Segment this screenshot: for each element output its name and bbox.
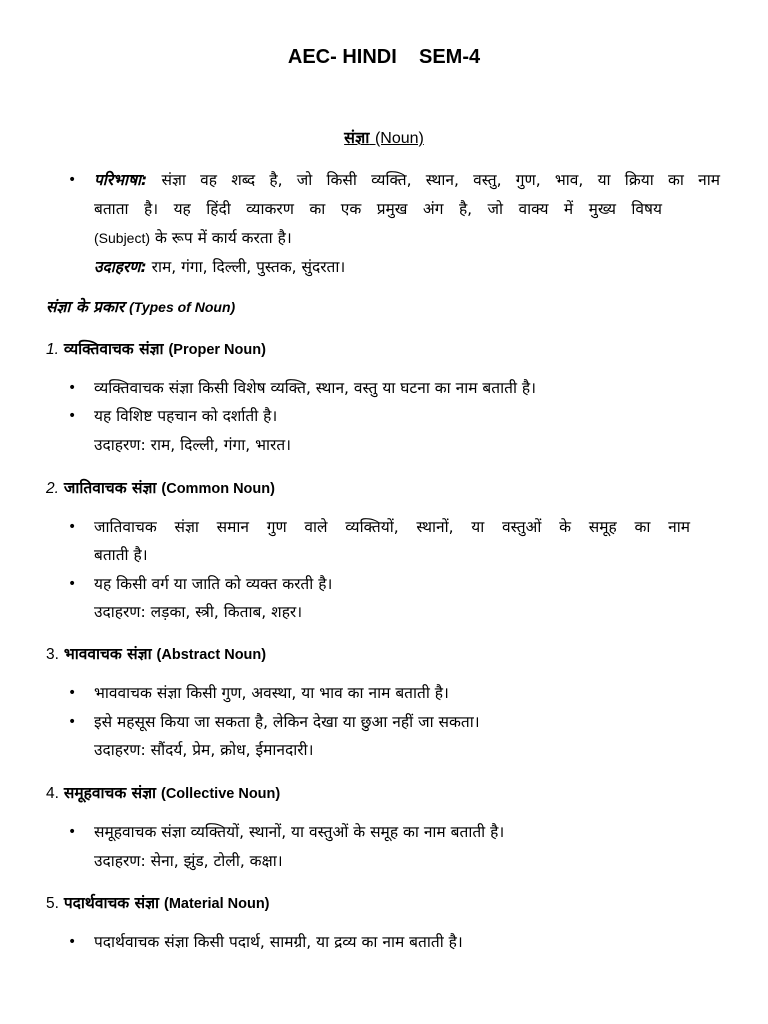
section-title-english: (Material Noun) [163, 896, 270, 912]
section-heading-1 [46, 339, 266, 360]
page-title: AEC- HINDI SEM-4 [287, 46, 481, 68]
bullet-marker: • [68, 172, 77, 188]
section-heading-3 [46, 644, 266, 665]
section-title-english: (Common Noun) [161, 481, 275, 497]
section-2-bullet-2: यह किसी वर्ग या जाति को व्यक्त करती है। [94, 575, 333, 593]
section-heading-4 [46, 783, 280, 804]
section-title-hindi: भाववाचक संज्ञा [63, 645, 152, 663]
section-number: 2. [46, 480, 59, 497]
section-2-example: उदाहरण: लड़का, स्त्री, किताब, शहर। [94, 603, 303, 621]
section-3-bullet-2: इसे महसूस किया जा सकता है, लेकिन देखा या छुआ नहीं जा सकता। [94, 713, 480, 731]
section-title-hindi: व्यक्तिवाचक संज्ञा [63, 340, 164, 358]
section-heading-2 [46, 478, 275, 499]
section-4-bullet-1: समूहवाचक संज्ञा व्यक्तियों, स्थानों, या वस्तुओं के समूह का नाम बताती है। [94, 823, 505, 841]
bullet-marker: • [68, 519, 77, 535]
section-title-english: (Collective Noun) [161, 786, 281, 802]
definition-label: परिभाषा: [94, 171, 148, 189]
topic-hindi: संज्ञा [344, 128, 370, 147]
section-title-hindi: जातिवाचक संज्ञा [63, 479, 157, 497]
bullet-marker: • [68, 824, 77, 840]
definition-line-3 [94, 228, 292, 248]
example-text: राम, गंगा, दिल्ली, पुस्तक, सुंदरता। [151, 258, 346, 276]
section-5-bullet-1: पदार्थवाचक संज्ञा किसी पदार्थ, सामग्री, या द्रव्य का नाम बताती है। [94, 933, 463, 951]
section-title-english: (Proper Noun) [168, 342, 266, 358]
section-1-bullet-1: व्यक्तिवाचक संज्ञा किसी विशेष व्यक्ति, स्थान, वस्तु या घटना का नाम बताती है। [94, 379, 537, 397]
section-title-english: (Abstract Noun) [156, 647, 267, 663]
section-1-bullet-2: यह विशिष्ट पहचान को दर्शाती है। [94, 407, 278, 425]
section-3-bullet-1: भाववाचक संज्ञा किसी गुण, अवस्था, या भाव का नाम बताती है। [94, 684, 449, 702]
section-2-bullet-1a: जातिवाचक संज्ञा समान गुण वाले व्यक्तियों, स्थानों, या वस्तुओं के समूह का नाम [94, 518, 690, 536]
section-4-example: उदाहरण: सेना, झुंड, टोली, कक्षा। [94, 852, 283, 870]
section-title-hindi: पदार्थवाचक संज्ञा [63, 894, 160, 912]
definition-text-3: के रूप में कार्य करता है। [154, 229, 292, 247]
definition-line-1 [94, 170, 720, 190]
example-label: उदाहरण: [94, 258, 147, 276]
section-title-hindi: समूहवाचक संज्ञा [63, 784, 157, 802]
topic-english: (Noun) [374, 130, 424, 147]
definition-line-2: बताता है। यह हिंदी व्याकरण का एक प्रमुख अंग है, जो वाक्य में मुख्य विषय [94, 200, 662, 218]
section-heading-5 [46, 893, 270, 914]
definition-example [94, 257, 345, 277]
section-number: 4. [46, 785, 59, 802]
section-number: 5. [46, 895, 59, 912]
bullet-marker: • [68, 685, 77, 701]
definition-subject: (Subject) [94, 230, 151, 246]
types-heading-english: (Types of Noun) [129, 299, 236, 315]
section-number: 3. [46, 646, 59, 663]
bullet-marker: • [68, 714, 77, 730]
bullet-marker: • [68, 408, 77, 424]
section-1-example: उदाहरण: राम, दिल्ली, गंगा, भारत। [94, 436, 292, 454]
section-3-example: उदाहरण: सौंदर्य, प्रेम, क्रोध, ईमानदारी। [94, 741, 314, 759]
types-heading-hindi: संज्ञा के प्रकार [46, 298, 125, 316]
bullet-marker: • [68, 934, 77, 950]
bullet-marker: • [68, 380, 77, 396]
definition-text-1: संज्ञा वह शब्द है, जो किसी व्यक्ति, स्थान, वस्तु, गुण, भाव, या क्रिया का नाम [161, 171, 720, 189]
types-heading [46, 297, 235, 317]
topic-heading [0, 126, 768, 148]
section-number: 1. [46, 341, 59, 358]
section-2-bullet-1b: बताती है। [94, 546, 148, 564]
bullet-marker: • [68, 576, 77, 592]
